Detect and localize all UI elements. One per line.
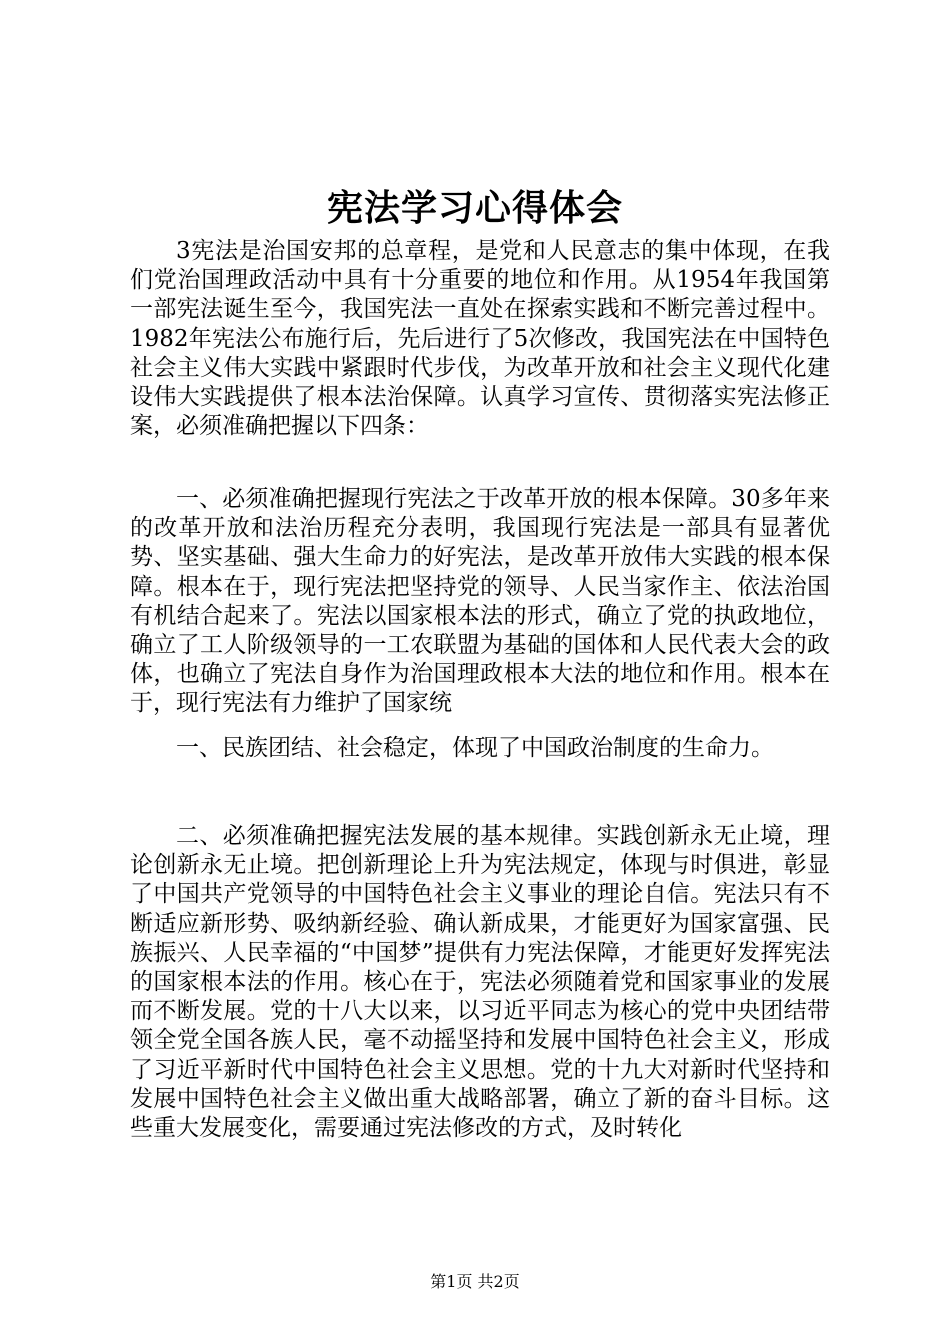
paragraph-continuation: 一、民族团结、社会稳定，体现了中国政治制度的生命力。 [176, 735, 774, 761]
document-title: 宪法学习心得体会 [326, 187, 623, 229]
page-footer: 第1页 共2页 [430, 1272, 520, 1291]
paragraph-point-one: 一、必须准确把握现行宪法之于改革开放的根本保障。30多年来的改革开放和法治历程充分表明，我国现行宪法是一部具有显著优势、坚实基础、强大生命力的好宪法，是改革开放伟大实践的根本保障。根本在于，现行宪法把坚持党的领导、人民当家作主、依法治国有机结合起来了。宪法以国家根本法的形式，确立了党的执政地位，确立了工人阶级领导的一工农联盟为基础的国体和人民代表大会的政体，也确立了宪法自身作为治国理政根本大法的地位和作用。根本在于，现行宪法有力维护了国家统 [130, 486, 830, 717]
paragraph-point-two: 二、必须准确把握宪法发展的基本规律。实践创新永无止境，理论创新永无止境。把创新理论上升为宪法规定，体现与时俱进，彰显了中国共产党领导的中国特色社会主义事业的理论自信。宪法只有不断适应新形势、吸纳新经验、确认新成果，才能更好为国家富强、民族振兴、人民幸福的“中国梦”提供有力宪法保障，才能更好发挥宪法的国家根本法的作用。核心在于，宪法必须随着党和国家事业的发展而不断发展。党的十八大以来，以习近平同志为核心的党中央团结带领全党全国各族人民，毫不动摇坚持和发展中国特色社会主义，形成了习近平新时代中国特色社会主义思想。党的十九大对新时代坚持和发展中国特色社会主义做出重大战略部署，确立了新的奋斗目标。这些重大发展变化，需要通过宪法修改的方式，及时转化 [130, 823, 830, 1142]
paragraph-intro: 3宪法是治国安邦的总章程，是党和人民意志的集中体现，在我们党治国理政活动中具有十分重要的地位和作用。从1954年我国第一部宪法诞生至今，我国宪法一直处在探索实践和不断完善过程中。1982年宪法公布施行后，先后进行了5次修改，我国宪法在中国特色社会主义伟大实践中紧跟时代步伐，为改革开放和社会主义现代化建设伟大实践提供了根本法治保障。认真学习宣传、贯彻落实宪法修正案，必须准确把握以下四条： [130, 238, 830, 440]
